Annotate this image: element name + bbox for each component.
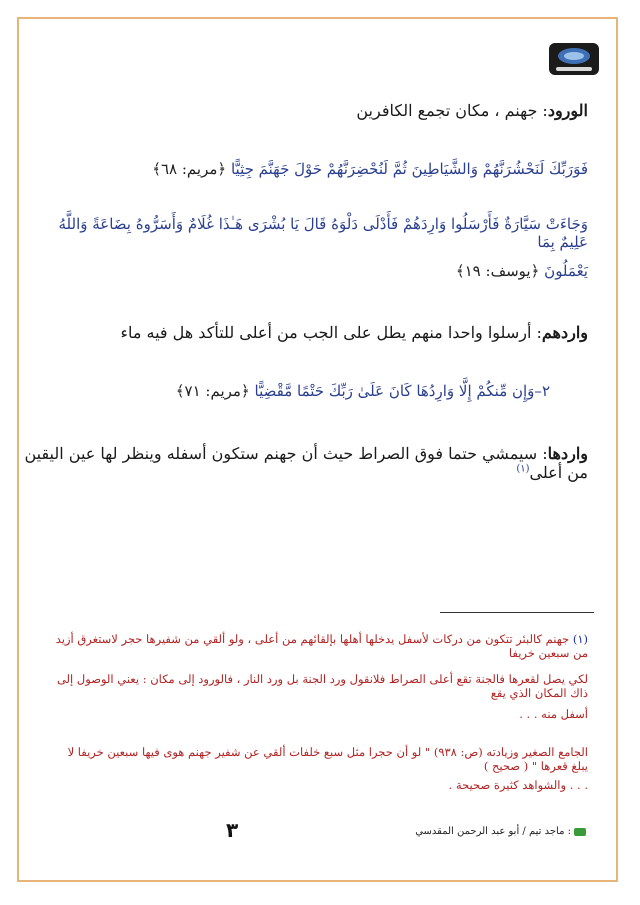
footnote-separator [440, 612, 594, 613]
footnote-1-line3 [519, 707, 588, 721]
footnote-1-line1 [48, 632, 588, 660]
site-logo-icon [548, 40, 600, 78]
term-waridahum: واردهم [541, 323, 588, 342]
verse-reference: ﴿يوسف: ١٩﴾ [455, 262, 540, 280]
footnote-text: الجامع الصغير وزيادته (ص: ٩٣٨) " لو أن حجرا مثل سبع خلفات ألقي عن شفير جهنم هوى فيها سبعين خريفا لا يبلغ قعرها " ( صحيح ) [67, 745, 588, 773]
definition-wariduha [0, 444, 588, 482]
author-name: : ماجد تيم / أبو عبد الرحمن المقدسي [415, 826, 571, 837]
footnote-text: أسفل منه . . . [519, 707, 588, 721]
footnote-text: . . . والشواهد كثيرة صحيحة . [448, 778, 588, 792]
verse-text: ٢–وَإِن مِّنكُمْ إِلَّا وَارِدُهَا كَانَ عَلَىٰ رَبِّكَ حَتْمًا مَّقْضِيًّا [254, 382, 550, 400]
term-wurud: الورود [547, 101, 588, 120]
verse-reference: ﴿مريم: ٦٨﴾ [152, 160, 227, 178]
quran-verse-maryam-68 [152, 160, 588, 178]
pen-icon [574, 828, 586, 836]
term-wariduha: واردها [547, 444, 588, 463]
footnote-mark: (١) [516, 463, 530, 475]
verse-text: يَعْمَلُونَ [544, 262, 588, 280]
footnote-2-line1 [48, 745, 588, 773]
footnote-text: جهنم كالبئر تتكون من دركات لأسفل يدخلها أهلها بإلقائهم من أعلى ، ولو ألقي من شفيرها حجر لاستغرق أزيد من سبعين خريفا [55, 632, 588, 660]
verse-text: وَجَاءَتْ سَيَّارَةٌ فَأَرْسَلُوا وَارِدَهُمْ فَأَدْلَى دَلْوَهُ قَالَ يَا بُشْرَى هَـٰذَا غُلَامٌ وَأَسَرُّوهُ بِضَاعَةً وَاللَّهُ عَلِيمٌ بِمَا [58, 215, 588, 251]
page-number: ٣ [226, 818, 239, 842]
quran-verse-yusuf-19-line1 [48, 215, 588, 251]
verse-reference: ﴿مريم: ٧١﴾ [175, 382, 250, 400]
footnote-text: لكي يصل لقعرها فالجنة تقع أعلى الصراط فلانقول ورد الجنة بل ورد النار ، فالورود إلى مكان : يعني الوصول إلى ذاك المكان الذي يقع [56, 672, 588, 700]
footnote-2-line2 [449, 778, 588, 792]
footnote-number: (١) [572, 632, 588, 646]
definition-text: : أرسلوا واحدا منهم يطل على الجب من أعلى للتأكد هل فيه ماء [120, 323, 542, 342]
definition-waridahum [120, 323, 588, 342]
author-credit [415, 826, 586, 837]
verse-text: فَوَرَبِّكَ لَنَحْشُرَنَّهُمْ وَالشَّيَاطِينَ ثُمَّ لَنُحْضِرَنَّهُمْ حَوْلَ جَهَنَّمَ جِثِيًّا [230, 160, 588, 178]
definition-wurud [356, 101, 588, 120]
definition-text: : سيمشي حتما فوق الصراط حيث أن جهنم ستكون أسفله وينظر لها عين اليقين من أعلى [24, 444, 588, 482]
footnote-1-line2 [48, 672, 588, 700]
quran-verse-yusuf-19-line2 [456, 262, 588, 280]
quran-verse-maryam-71 [176, 382, 550, 400]
definition-text: : جهنم ، مكان تجمع الكافرين [356, 101, 548, 120]
